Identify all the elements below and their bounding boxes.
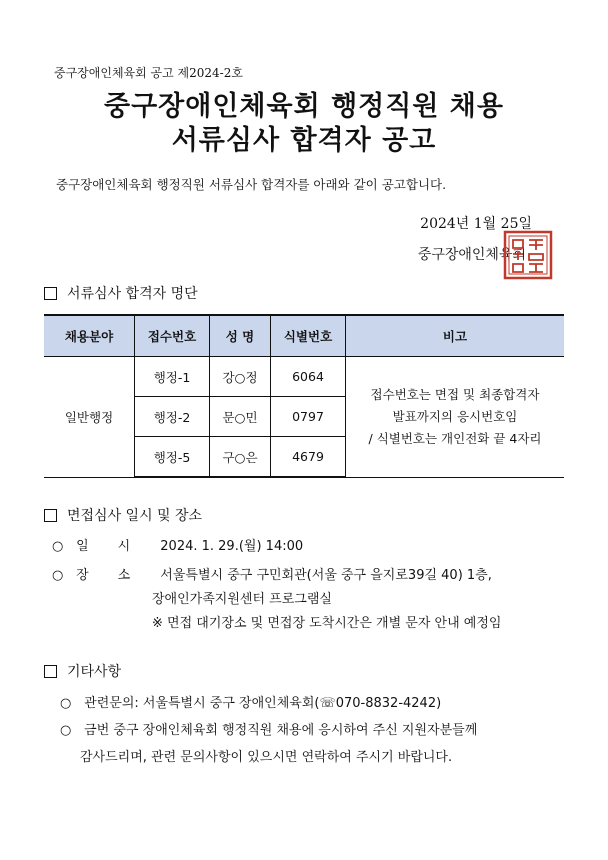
- place-label: 장 소: [76, 568, 131, 583]
- remark-line: 발표까지의 응시번호임: [392, 408, 518, 424]
- name-cell: 강○정: [210, 357, 271, 397]
- section-heading-other: [44, 661, 121, 681]
- contact-text: 관련문의: 서울특별시 중구 장애인체육회(☏070-8832-4242): [84, 696, 442, 711]
- thanks-text: 금번 중구 장애인체육회 행정직원 채용에 응시하여 주신 지원자분들께: [84, 723, 478, 738]
- receipt-cell: 행정-1: [135, 357, 210, 397]
- table-row: [44, 357, 564, 397]
- id-cell: 4679: [271, 437, 346, 478]
- contact-info: [60, 692, 441, 711]
- id-cell: 0797: [271, 397, 346, 437]
- bullet-circle-icon: ○: [60, 723, 72, 738]
- id-cell: 6064: [271, 357, 346, 397]
- section-heading-passers: [44, 283, 198, 303]
- remark-cell: [346, 357, 565, 478]
- remark-line: / 식별번호는 개인전화 끝 4자리: [368, 430, 542, 446]
- checkbox-square-icon: [44, 287, 57, 300]
- passers-table: [44, 314, 564, 478]
- interview-note: ※ 면접 대기장소 및 면접장 도착시간은 개별 문자 안내 예정임: [152, 616, 502, 631]
- receipt-cell: 행정-2: [135, 397, 210, 437]
- section-title: 면접심사 일시 및 장소: [67, 508, 203, 524]
- interview-place: [52, 564, 492, 583]
- thanks-message: [60, 719, 477, 738]
- bullet-circle-icon: ○: [52, 539, 64, 554]
- category-cell: 일반행정: [44, 357, 135, 478]
- bullet-circle-icon: ○: [60, 696, 72, 711]
- notice-date: 2024년 1월 25일: [420, 216, 532, 232]
- place-value-continued: 장애인가족지원센터 프로그램실: [152, 592, 332, 607]
- checkbox-square-icon: [44, 509, 57, 522]
- place-value: 서울특별시 중구 구민회관(서울 중구 을지로39길 40) 1층,: [160, 568, 492, 583]
- interview-datetime: [52, 535, 303, 554]
- column-header: 성 명: [210, 315, 271, 357]
- bullet-circle-icon: ○: [52, 568, 64, 583]
- receipt-cell: 행정-5: [135, 437, 210, 478]
- column-header: 접수번호: [135, 315, 210, 357]
- checkbox-square-icon: [44, 665, 57, 678]
- datetime-label: 일 시: [76, 539, 131, 554]
- page-title-line2: 서류심사 합격자 공고: [171, 125, 437, 156]
- intro-text: 중구장애인체육회 행정직원 서류심사 합격자를 아래와 같이 공고합니다.: [56, 177, 447, 192]
- column-header: 비고: [346, 315, 565, 357]
- notice-number: 중구장애인체육회 공고 제2024-2호: [54, 66, 243, 80]
- name-cell: 구○은: [210, 437, 271, 478]
- column-header: 채용분야: [44, 315, 135, 357]
- datetime-value: 2024. 1. 29.(월) 14:00: [160, 539, 304, 554]
- section-title: 서류심사 합격자 명단: [67, 286, 198, 302]
- remark-line: 접수번호는 면접 및 최종합격자: [370, 386, 540, 402]
- section-title: 기타사항: [67, 664, 122, 680]
- table-header-row: [44, 315, 564, 357]
- section-heading-interview: [44, 505, 202, 525]
- column-header: 식별번호: [271, 315, 346, 357]
- thanks-message-continued: 감사드리며, 관련 문의사항이 있으시면 연락하여 주시기 바랍니다.: [80, 750, 453, 765]
- name-cell: 문○민: [210, 397, 271, 437]
- page-title-line1: 중구장애인체육회 행정직원 채용: [104, 91, 504, 122]
- organization-name: 중구장애인체육회: [417, 247, 526, 263]
- official-seal-icon: [503, 230, 553, 280]
